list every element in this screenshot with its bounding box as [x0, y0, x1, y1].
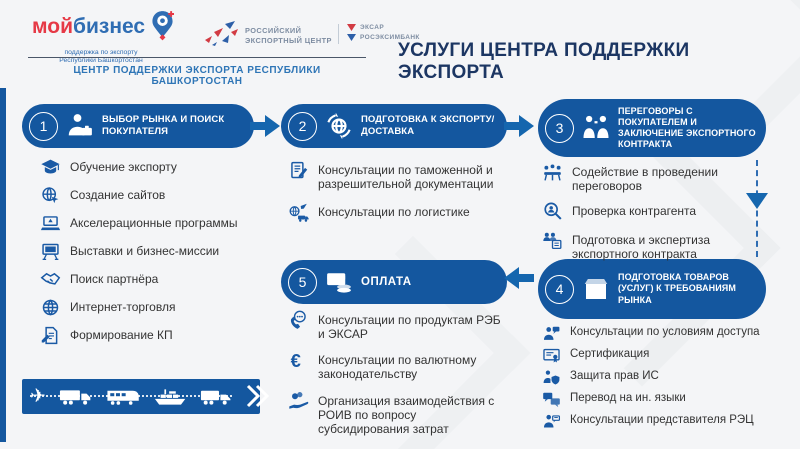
laptop-icon: [40, 213, 61, 234]
list-item: [542, 162, 766, 193]
brand-rest: бизнес: [73, 15, 146, 38]
phone-icon: [288, 310, 309, 331]
item-text: Консультации по условиям доступа: [570, 326, 760, 338]
rec-logo-text: [245, 26, 332, 45]
chevron-right-icon: [243, 383, 269, 414]
center-name-line: ЦЕНТР ПОДДЕРЖКИ ЭКСПОРТА РЕСПУБЛИКИ БАШКОРТОСТАН: [28, 57, 366, 87]
list-item: [542, 324, 776, 343]
cargo-truck-icon: [59, 387, 93, 406]
left-accent-bar: [0, 88, 6, 442]
list-item: [40, 269, 255, 290]
plane-icon: ✈: [30, 385, 46, 407]
svg-text:€: €: [290, 350, 301, 372]
euro-icon: [288, 350, 309, 371]
rosexim-label: РОСЭКСИМБАНК: [360, 34, 420, 41]
step-3-list: [542, 162, 766, 270]
package-icon: [581, 274, 611, 304]
list-item: [542, 368, 776, 387]
list-item: [40, 185, 255, 206]
list-item: [288, 350, 506, 381]
list-item: [40, 325, 255, 346]
item-text: Организация взаимодействия с РОИВ по вопросу субсидирования затрат: [318, 393, 495, 436]
subsidy-icon: [288, 391, 309, 412]
list-item: [542, 230, 766, 261]
step-4-list: [542, 324, 776, 434]
step-3-pill: [538, 99, 766, 157]
list-item: [542, 346, 776, 365]
item-text: Содействие в проведении переговоров: [572, 165, 718, 194]
item-text: Формирование КП: [70, 328, 173, 342]
step-5-title: ОПЛАТА: [361, 275, 412, 288]
item-text: Интернет-торговля: [70, 300, 176, 314]
logo-divider: [338, 24, 339, 44]
list-item: [288, 160, 506, 191]
list-item: [40, 297, 255, 318]
logistics-icon: [288, 202, 309, 223]
rec-mark-icon: [204, 20, 238, 51]
arrow-step1-to-step2: [250, 115, 280, 142]
arrow-step4-to-step5: [504, 267, 534, 294]
step-2-title: ПОДГОТОВКА К ЭКСПОРТУ/ДОСТАВКА: [361, 114, 495, 137]
item-text: Обучение экспорту: [70, 160, 177, 174]
my-business-wordmark: [32, 10, 145, 37]
step-1-list: [40, 157, 255, 353]
brand-bold: мой: [32, 15, 73, 38]
globe-sync-icon: [324, 111, 354, 141]
step-5-list: [288, 310, 506, 445]
item-text: Консультации представителя РЭЦ: [570, 414, 754, 426]
item-text: Проверка контрагента: [572, 204, 697, 219]
list-item: [288, 391, 506, 436]
meeting-icon: [542, 162, 563, 183]
handshake-icon: [40, 269, 61, 290]
certificate-icon: [542, 346, 561, 365]
step-4-title: ПОДГОТОВКА ТОВАРОВ (УСЛУГ) К ТРЕБОВАНИЯМ РЫНКА: [618, 272, 736, 305]
page-title: УСЛУГИ ЦЕНТРА ПОДДЕРЖКИ ЭКСПОРТА: [398, 40, 690, 83]
step-2-number: 2: [288, 112, 317, 141]
consult-icon: [542, 324, 561, 343]
proposal-icon: [40, 325, 61, 346]
list-item: [288, 310, 506, 341]
item-text: Консультации по валютному законодательству: [318, 353, 477, 382]
customs-doc-icon: [288, 160, 309, 181]
payment-icon: [324, 267, 354, 297]
rec-line2: ЭКСПОРТНЫЙ ЦЕНТР: [245, 35, 332, 45]
rec-logo: [204, 20, 332, 51]
step-3-number: 3: [545, 114, 574, 143]
location-pin-icon: [151, 10, 174, 46]
list-item: [542, 390, 776, 409]
logo-subtitle-line1: поддержка по экспорту: [64, 49, 138, 56]
step-3-title: ПЕРЕГОВОРЫ С ПОКУПАТЕЛЕМ И ЗАКЛЮЧЕНИЕ ЭКСПОРТНОГО КОНТРАКТА: [618, 105, 756, 150]
internet-icon: [40, 297, 61, 318]
ip-shield-icon: [542, 368, 561, 387]
list-item: [288, 202, 506, 223]
step-5-pill: [281, 260, 507, 304]
truck-icon: [200, 387, 234, 406]
item-text: Перевод на ин. языки: [570, 392, 686, 404]
eksar-row: [347, 24, 420, 31]
step-2-pill: [281, 104, 507, 148]
item-text: Подготовка и экспертиза экспортного контракта: [572, 233, 710, 262]
item-text: Поиск партнёра: [70, 272, 159, 286]
step-2-list: [288, 160, 506, 234]
train-icon: [106, 387, 140, 406]
negotiation-icon: [581, 113, 611, 143]
item-text: Сертификация: [570, 348, 650, 360]
exhibition-icon: [40, 241, 61, 262]
item-text: Консультации по таможенной и разрешительной документации: [318, 163, 494, 192]
rep-consult-icon: [542, 412, 561, 431]
list-item: [40, 213, 255, 234]
logo-subtitle-line2: Республики Башкортостан: [59, 57, 143, 65]
step-1-number: 1: [29, 112, 58, 141]
website-icon: [40, 185, 61, 206]
item-text: Защита прав ИС: [570, 370, 659, 382]
transport-banner: [22, 379, 260, 414]
list-item: [542, 201, 766, 222]
step-1-pill: [22, 104, 254, 148]
translate-icon: [542, 390, 561, 409]
arrow-step2-to-step3: [504, 115, 534, 142]
contract-icon: [542, 230, 563, 251]
item-text: Консультации по логистике: [318, 205, 470, 220]
list-item: [542, 412, 776, 431]
item-text: Консультации по продуктам РЭБ и ЭКСАР: [318, 313, 501, 342]
education-icon: [40, 157, 61, 178]
ship-icon: [153, 387, 187, 406]
eksar-label: ЭКСАР: [360, 24, 385, 31]
list-item: [40, 241, 255, 262]
step-5-number: 5: [288, 268, 317, 297]
list-item: [40, 157, 255, 178]
rec-line1: РОССИЙСКИЙ: [245, 25, 302, 35]
item-text: Акселерационные программы: [70, 216, 238, 230]
step-1-title: ВЫБОР РЫНКА И ПОИСК ПОКУПАТЕЛЯ: [102, 114, 225, 137]
person-market-icon: [65, 111, 95, 141]
item-text: Выставки и бизнес-миссии: [70, 244, 220, 258]
step-4-number: 4: [545, 275, 574, 304]
verify-icon: [542, 201, 563, 222]
item-text: Создание сайтов: [70, 188, 166, 202]
